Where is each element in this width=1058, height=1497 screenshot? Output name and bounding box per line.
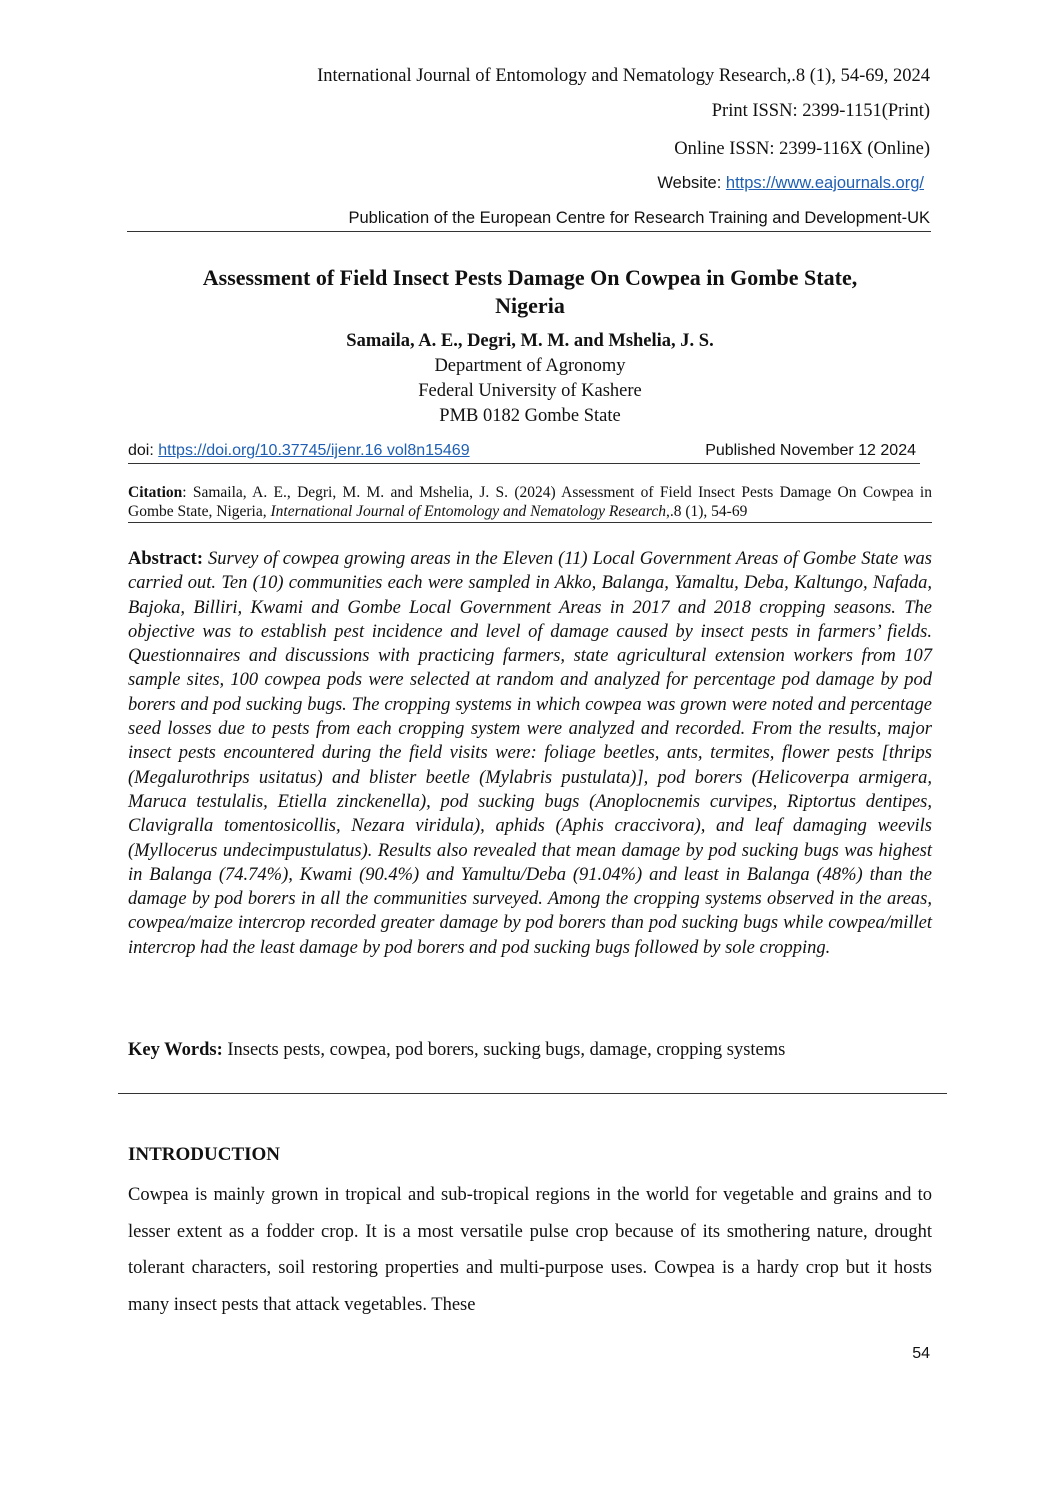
keywords-text: Insects pests, cowpea, pod borers, sucking bugs, damage, cropping systems xyxy=(222,1040,786,1060)
citation xyxy=(128,483,932,521)
affiliation-department: Department of Agronomy xyxy=(434,356,626,376)
online-issn: Online ISSN: 2399-116X (Online) xyxy=(674,139,930,159)
keywords xyxy=(128,1040,932,1061)
introduction-text: Cowpea is mainly grown in tropical and sub-tropical regions in the world for vegetable and grains and to lesser extent as a fodder crop. It is a most versatile pulse crop because of its smothering nature, drought tolerant characters, soil restoring properties and multi-purpose uses. Cowpea is a hardy crop but it hosts many insect pests that attack vegetables. These xyxy=(128,1185,932,1315)
doi-link[interactable]: https://doi.org/10.37745/ijenr.16 vol8n15469 xyxy=(158,442,470,459)
abstract-text: Survey of cowpea growing areas in the Eleven (11) Local Government Areas of Gombe State was carried out. Ten (10) communities each were sampled in Akko, Balanga, Yamaltu, Deba, Kaltungo, Nafada, Bajoka, Billiri, Kwami and Gombe Local Government Areas in 2017 and 2018 cropping seasons. The objective was to establish pest incidence and level of damage caused by insect pests in farmers’ fields. Questionnaires and discussions with practicing farmers, state agricultural extension workers from 107 sample sites, 100 cowpea pods were selected at random and analyzed for percentage pod damage by pod borers and pod sucking bugs. The cropping systems in which cowpea was grown were noted and percentage seed losses due to pests from each cropping system were analyzed and recorded. From the results, major insect pests encountered during the field visits were: foliage beetles, ants, termites, flower pests [thrips (Megalurothrips usitatus) and blister beetle (Mylabris pustulata)], pod borers (Helicoverpa armigera, Maruca testulalis, Etiella zinckenella), pod sucking bugs (Anoplocnemis curvipes, Riptortus dentipes, Clavigralla tomentosicollis, Nezara viridula), aphids (Aphis craccivora), and leaf damaging weevils (Myllocerus undecimpustulatus). Results also revealed that mean damage by pod sucking bugs was highest in Balanga (74.74%), Kwami (90.4%) and Yamultu/Deba (91.04%) and least in Balanga (48%) than the damage by pod borers in all the communities surveyed. Among the cropping systems observed in the areas, cowpea/maize intercrop recorded greater damage by pod borers than pod sucking bugs while cowpea/millet intercrop had the least damage by pod borers and pod sucking bugs followed by sole cropping. xyxy=(128,549,932,958)
affiliation-university: Federal University of Kashere xyxy=(418,381,642,401)
section-divider xyxy=(118,1093,947,1094)
abstract xyxy=(128,547,932,960)
citation-text: : Samaila, A. E., Degri, M. M. and Mshelia, J. S. (2024) Assessment of Field Insect Pests Damage On Cowpea in Gombe State, Nigeria, xyxy=(128,484,932,520)
authors: Samaila, A. E., Degri, M. M. and Mshelia, J. S. xyxy=(346,331,714,351)
affiliation-address: PMB 0182 Gombe State xyxy=(439,406,621,426)
introduction-heading: INTRODUCTION xyxy=(128,1144,281,1165)
doi-row xyxy=(128,442,920,464)
publisher-line: Publication of the European Centre for Research Training and Development-UK xyxy=(348,209,930,227)
abstract-label: Abstract: xyxy=(128,549,204,569)
citation-journal: International Journal of Entomology and Nematology Research xyxy=(270,503,666,520)
doi-label: doi: xyxy=(128,442,159,459)
citation-volume: ,.8 (1), 54-69 xyxy=(665,503,748,520)
citation-label: Citation xyxy=(128,484,183,501)
website-link[interactable]: https://www.eajournals.org/ xyxy=(725,174,924,192)
header-rule xyxy=(127,231,931,232)
website-line xyxy=(657,174,924,193)
title-line-1: Assessment of Field Insect Pests Damage On Cowpea in Gombe State, xyxy=(202,265,858,290)
page-number: 54 xyxy=(912,1345,930,1362)
article-title xyxy=(128,264,932,320)
print-issn: Print ISSN: 2399-1151(Print) xyxy=(711,101,930,121)
journal-header: International Journal of Entomology and Nematology Research,.8 (1), 54-69, 2024 xyxy=(317,66,930,86)
website-label: Website: xyxy=(657,174,726,192)
published-date: Published November 12 2024 xyxy=(705,442,916,459)
title-line-2: Nigeria xyxy=(495,293,565,318)
keywords-label: Key Words: xyxy=(128,1040,223,1060)
citation-rule xyxy=(128,522,932,523)
